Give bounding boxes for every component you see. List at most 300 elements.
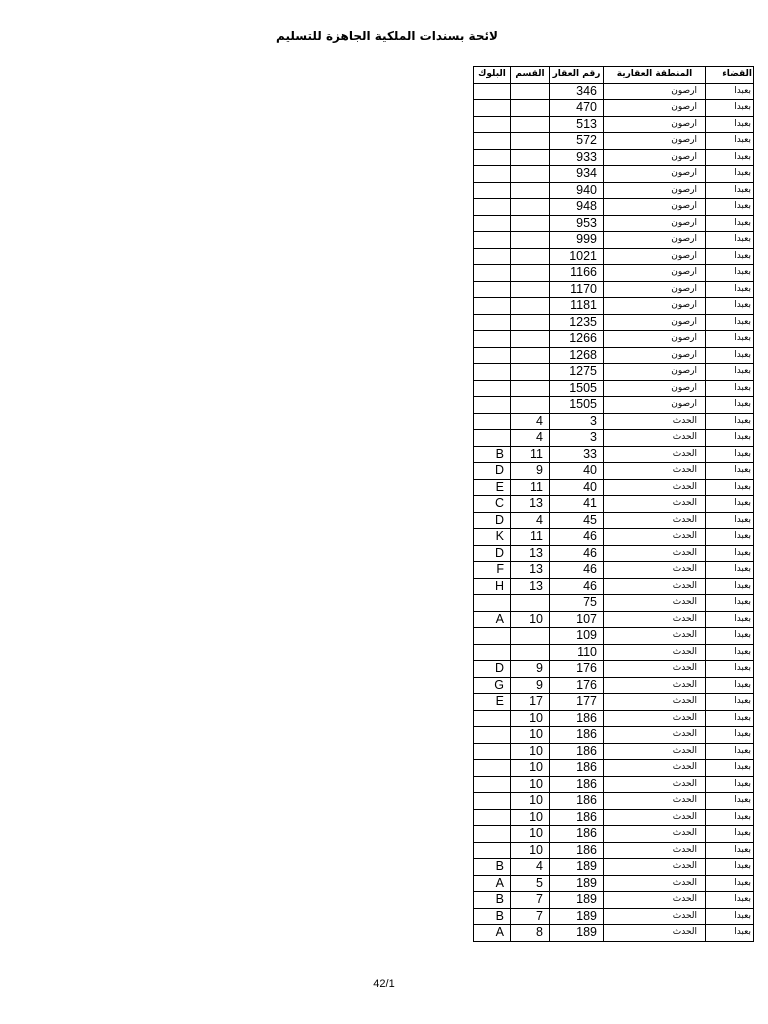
cell-real-estate-region: الحدث bbox=[604, 892, 706, 909]
table-row bbox=[474, 149, 754, 166]
table-row bbox=[474, 611, 754, 628]
cell-property-number: 186 bbox=[550, 760, 604, 777]
cell-block: D bbox=[474, 661, 511, 678]
table-row bbox=[474, 595, 754, 612]
cell-section: 8 bbox=[511, 925, 550, 942]
cell-district: بعبدا bbox=[706, 331, 754, 348]
cell-district: بعبدا bbox=[706, 83, 754, 100]
cell-district: بعبدا bbox=[706, 397, 754, 414]
table-row bbox=[474, 776, 754, 793]
cell-block: G bbox=[474, 677, 511, 694]
cell-real-estate-region: الحدث bbox=[604, 595, 706, 612]
cell-section bbox=[511, 133, 550, 150]
table-row bbox=[474, 331, 754, 348]
cell-section bbox=[511, 100, 550, 117]
cell-block bbox=[474, 83, 511, 100]
cell-property-number: 107 bbox=[550, 611, 604, 628]
cell-district: بعبدا bbox=[706, 347, 754, 364]
table-row bbox=[474, 859, 754, 876]
cell-section: 4 bbox=[511, 859, 550, 876]
cell-district: بعبدا bbox=[706, 578, 754, 595]
cell-section: 11 bbox=[511, 479, 550, 496]
cell-section bbox=[511, 364, 550, 381]
cell-block: C bbox=[474, 496, 511, 513]
cell-section bbox=[511, 331, 550, 348]
cell-real-estate-region: الحدث bbox=[604, 430, 706, 447]
cell-block: B bbox=[474, 908, 511, 925]
cell-real-estate-region: ارصون bbox=[604, 232, 706, 249]
table-row bbox=[474, 265, 754, 282]
cell-property-number: 1021 bbox=[550, 248, 604, 265]
cell-district: بعبدا bbox=[706, 116, 754, 133]
cell-property-number: 46 bbox=[550, 578, 604, 595]
cell-section: 13 bbox=[511, 578, 550, 595]
cell-property-number: 189 bbox=[550, 892, 604, 909]
cell-real-estate-region: ارصون bbox=[604, 281, 706, 298]
cell-real-estate-region: الحدث bbox=[604, 661, 706, 678]
cell-block: A bbox=[474, 611, 511, 628]
cell-district: بعبدا bbox=[706, 149, 754, 166]
cell-district: بعبدا bbox=[706, 512, 754, 529]
cell-real-estate-region: ارصون bbox=[604, 116, 706, 133]
cell-district: بعبدا bbox=[706, 644, 754, 661]
cell-district: بعبدا bbox=[706, 281, 754, 298]
cell-real-estate-region: ارصون bbox=[604, 331, 706, 348]
table-row bbox=[474, 479, 754, 496]
cell-section: 11 bbox=[511, 446, 550, 463]
cell-section bbox=[511, 149, 550, 166]
cell-district: بعبدا bbox=[706, 265, 754, 282]
cell-property-number: 186 bbox=[550, 842, 604, 859]
cell-district: بعبدا bbox=[706, 545, 754, 562]
cell-district: بعبدا bbox=[706, 215, 754, 232]
cell-property-number: 177 bbox=[550, 694, 604, 711]
cell-district: بعبدا bbox=[706, 496, 754, 513]
table-row bbox=[474, 892, 754, 909]
cell-block bbox=[474, 364, 511, 381]
cell-block bbox=[474, 248, 511, 265]
cell-block bbox=[474, 397, 511, 414]
cell-property-number: 176 bbox=[550, 677, 604, 694]
cell-property-number: 40 bbox=[550, 479, 604, 496]
table-row bbox=[474, 760, 754, 777]
cell-real-estate-region: ارصون bbox=[604, 347, 706, 364]
cell-real-estate-region: الحدث bbox=[604, 875, 706, 892]
cell-section bbox=[511, 116, 550, 133]
table-row bbox=[474, 842, 754, 859]
cell-section: 4 bbox=[511, 512, 550, 529]
cell-district: بعبدا bbox=[706, 776, 754, 793]
cell-real-estate-region: ارصون bbox=[604, 83, 706, 100]
cell-section: 10 bbox=[511, 793, 550, 810]
cell-property-number: 470 bbox=[550, 100, 604, 117]
cell-block bbox=[474, 430, 511, 447]
cell-real-estate-region: ارصون bbox=[604, 199, 706, 216]
cell-block bbox=[474, 116, 511, 133]
cell-property-number: 45 bbox=[550, 512, 604, 529]
cell-district: بعبدا bbox=[706, 364, 754, 381]
cell-block bbox=[474, 166, 511, 183]
cell-property-number: 3 bbox=[550, 413, 604, 430]
cell-property-number: 75 bbox=[550, 595, 604, 612]
cell-section bbox=[511, 397, 550, 414]
cell-section bbox=[511, 644, 550, 661]
table-row bbox=[474, 694, 754, 711]
cell-district: بعبدا bbox=[706, 760, 754, 777]
cell-block bbox=[474, 199, 511, 216]
header-district: القضاء bbox=[706, 67, 754, 84]
cell-property-number: 46 bbox=[550, 529, 604, 546]
cell-block bbox=[474, 842, 511, 859]
table-row bbox=[474, 248, 754, 265]
table-row bbox=[474, 182, 754, 199]
cell-real-estate-region: الحدث bbox=[604, 479, 706, 496]
cell-property-number: 33 bbox=[550, 446, 604, 463]
cell-real-estate-region: الحدث bbox=[604, 463, 706, 480]
cell-section: 10 bbox=[511, 710, 550, 727]
cell-property-number: 1505 bbox=[550, 380, 604, 397]
cell-section bbox=[511, 182, 550, 199]
cell-district: بعبدا bbox=[706, 413, 754, 430]
cell-property-number: 940 bbox=[550, 182, 604, 199]
table-row bbox=[474, 281, 754, 298]
cell-block bbox=[474, 100, 511, 117]
cell-block: D bbox=[474, 463, 511, 480]
cell-real-estate-region: الحدث bbox=[604, 925, 706, 942]
cell-real-estate-region: الحدث bbox=[604, 611, 706, 628]
cell-real-estate-region: الحدث bbox=[604, 842, 706, 859]
cell-district: بعبدا bbox=[706, 694, 754, 711]
cell-block bbox=[474, 347, 511, 364]
cell-district: بعبدا bbox=[706, 100, 754, 117]
table-row bbox=[474, 199, 754, 216]
cell-property-number: 1266 bbox=[550, 331, 604, 348]
cell-block bbox=[474, 628, 511, 645]
cell-property-number: 1275 bbox=[550, 364, 604, 381]
cell-section bbox=[511, 628, 550, 645]
cell-district: بعبدا bbox=[706, 628, 754, 645]
cell-section: 17 bbox=[511, 694, 550, 711]
table-row bbox=[474, 562, 754, 579]
cell-district: بعبدا bbox=[706, 908, 754, 925]
cell-block bbox=[474, 710, 511, 727]
cell-property-number: 186 bbox=[550, 826, 604, 843]
cell-section: 5 bbox=[511, 875, 550, 892]
cell-district: بعبدا bbox=[706, 677, 754, 694]
cell-section: 7 bbox=[511, 908, 550, 925]
cell-property-number: 41 bbox=[550, 496, 604, 513]
cell-property-number: 109 bbox=[550, 628, 604, 645]
table-row bbox=[474, 133, 754, 150]
cell-section bbox=[511, 215, 550, 232]
cell-section: 9 bbox=[511, 463, 550, 480]
page-title: لائحة بسندات الملكية الجاهزة للتسليم bbox=[276, 29, 498, 43]
cell-real-estate-region: الحدث bbox=[604, 496, 706, 513]
table-row bbox=[474, 430, 754, 447]
table-header-row bbox=[474, 67, 754, 84]
cell-district: بعبدا bbox=[706, 809, 754, 826]
cell-block: B bbox=[474, 892, 511, 909]
cell-real-estate-region: الحدث bbox=[604, 826, 706, 843]
cell-real-estate-region: الحدث bbox=[604, 578, 706, 595]
cell-real-estate-region: الحدث bbox=[604, 677, 706, 694]
table-row bbox=[474, 496, 754, 513]
cell-district: بعبدا bbox=[706, 925, 754, 942]
cell-district: بعبدا bbox=[706, 793, 754, 810]
table-row bbox=[474, 347, 754, 364]
cell-section: 9 bbox=[511, 661, 550, 678]
cell-property-number: 46 bbox=[550, 562, 604, 579]
cell-property-number: 110 bbox=[550, 644, 604, 661]
cell-real-estate-region: ارصون bbox=[604, 380, 706, 397]
table-row bbox=[474, 743, 754, 760]
cell-district: بعبدا bbox=[706, 199, 754, 216]
cell-section bbox=[511, 265, 550, 282]
cell-block bbox=[474, 149, 511, 166]
cell-section bbox=[511, 314, 550, 331]
cell-section: 10 bbox=[511, 776, 550, 793]
cell-section: 10 bbox=[511, 760, 550, 777]
cell-section bbox=[511, 298, 550, 315]
cell-section bbox=[511, 83, 550, 100]
cell-district: بعبدا bbox=[706, 826, 754, 843]
cell-property-number: 1235 bbox=[550, 314, 604, 331]
cell-block: F bbox=[474, 562, 511, 579]
cell-district: بعبدا bbox=[706, 661, 754, 678]
cell-block bbox=[474, 331, 511, 348]
cell-real-estate-region: الحدث bbox=[604, 413, 706, 430]
cell-section: 7 bbox=[511, 892, 550, 909]
cell-property-number: 1268 bbox=[550, 347, 604, 364]
table-row bbox=[474, 215, 754, 232]
table-row bbox=[474, 298, 754, 315]
cell-district: بعبدا bbox=[706, 595, 754, 612]
cell-district: بعبدا bbox=[706, 314, 754, 331]
cell-real-estate-region: ارصون bbox=[604, 265, 706, 282]
cell-section: 9 bbox=[511, 677, 550, 694]
cell-block bbox=[474, 793, 511, 810]
cell-block bbox=[474, 265, 511, 282]
cell-section: 10 bbox=[511, 826, 550, 843]
cell-district: بعبدا bbox=[706, 875, 754, 892]
table-row bbox=[474, 644, 754, 661]
table-row bbox=[474, 661, 754, 678]
title-deeds-table-container bbox=[473, 66, 753, 942]
cell-real-estate-region: الحدث bbox=[604, 562, 706, 579]
cell-district: بعبدا bbox=[706, 710, 754, 727]
cell-real-estate-region: الحدث bbox=[604, 776, 706, 793]
cell-block: D bbox=[474, 545, 511, 562]
cell-section: 4 bbox=[511, 430, 550, 447]
cell-real-estate-region: ارصون bbox=[604, 166, 706, 183]
table-row bbox=[474, 364, 754, 381]
cell-district: بعبدا bbox=[706, 743, 754, 760]
cell-district: بعبدا bbox=[706, 892, 754, 909]
cell-real-estate-region: الحدث bbox=[604, 760, 706, 777]
cell-district: بعبدا bbox=[706, 298, 754, 315]
cell-property-number: 572 bbox=[550, 133, 604, 150]
cell-district: بعبدا bbox=[706, 232, 754, 249]
table-row bbox=[474, 529, 754, 546]
cell-property-number: 186 bbox=[550, 710, 604, 727]
cell-block bbox=[474, 644, 511, 661]
cell-property-number: 189 bbox=[550, 875, 604, 892]
cell-property-number: 346 bbox=[550, 83, 604, 100]
cell-section: 4 bbox=[511, 413, 550, 430]
cell-real-estate-region: الحدث bbox=[604, 545, 706, 562]
table-row bbox=[474, 463, 754, 480]
cell-section: 10 bbox=[511, 727, 550, 744]
cell-property-number: 933 bbox=[550, 149, 604, 166]
table-row bbox=[474, 166, 754, 183]
table-row bbox=[474, 232, 754, 249]
cell-section bbox=[511, 199, 550, 216]
cell-section bbox=[511, 232, 550, 249]
cell-real-estate-region: الحدث bbox=[604, 628, 706, 645]
cell-real-estate-region: الحدث bbox=[604, 694, 706, 711]
cell-real-estate-region: الحدث bbox=[604, 512, 706, 529]
cell-district: بعبدا bbox=[706, 611, 754, 628]
table-row bbox=[474, 628, 754, 645]
cell-block: E bbox=[474, 479, 511, 496]
cell-district: بعبدا bbox=[706, 842, 754, 859]
cell-property-number: 186 bbox=[550, 793, 604, 810]
cell-block bbox=[474, 133, 511, 150]
cell-section bbox=[511, 166, 550, 183]
cell-block bbox=[474, 826, 511, 843]
cell-property-number: 176 bbox=[550, 661, 604, 678]
cell-district: بعبدا bbox=[706, 727, 754, 744]
cell-block bbox=[474, 298, 511, 315]
header-real-estate-region: المنطقة العقارية bbox=[604, 67, 706, 84]
cell-real-estate-region: ارصون bbox=[604, 364, 706, 381]
cell-real-estate-region: الحدث bbox=[604, 710, 706, 727]
cell-district: بعبدا bbox=[706, 430, 754, 447]
cell-property-number: 46 bbox=[550, 545, 604, 562]
cell-block: A bbox=[474, 925, 511, 942]
cell-section bbox=[511, 595, 550, 612]
cell-district: بعبدا bbox=[706, 479, 754, 496]
table-row bbox=[474, 512, 754, 529]
cell-district: بعبدا bbox=[706, 166, 754, 183]
table-row bbox=[474, 314, 754, 331]
cell-block bbox=[474, 776, 511, 793]
table-row bbox=[474, 545, 754, 562]
cell-real-estate-region: ارصون bbox=[604, 298, 706, 315]
table-row bbox=[474, 446, 754, 463]
cell-real-estate-region: ارصون bbox=[604, 314, 706, 331]
cell-property-number: 186 bbox=[550, 809, 604, 826]
table-row bbox=[474, 677, 754, 694]
page-number: 42/1 bbox=[373, 978, 395, 990]
cell-property-number: 1181 bbox=[550, 298, 604, 315]
cell-block: B bbox=[474, 446, 511, 463]
cell-section bbox=[511, 281, 550, 298]
cell-section: 13 bbox=[511, 545, 550, 562]
cell-real-estate-region: الحدث bbox=[604, 529, 706, 546]
table-row bbox=[474, 908, 754, 925]
cell-block bbox=[474, 743, 511, 760]
cell-real-estate-region: الحدث bbox=[604, 727, 706, 744]
cell-district: بعبدا bbox=[706, 562, 754, 579]
cell-section: 13 bbox=[511, 562, 550, 579]
cell-property-number: 189 bbox=[550, 925, 604, 942]
cell-block bbox=[474, 314, 511, 331]
cell-real-estate-region: ارصون bbox=[604, 100, 706, 117]
cell-block bbox=[474, 232, 511, 249]
cell-real-estate-region: ارصون bbox=[604, 215, 706, 232]
cell-real-estate-region: الحدث bbox=[604, 859, 706, 876]
table-row bbox=[474, 710, 754, 727]
cell-section: 10 bbox=[511, 842, 550, 859]
cell-property-number: 3 bbox=[550, 430, 604, 447]
cell-block: D bbox=[474, 512, 511, 529]
cell-property-number: 934 bbox=[550, 166, 604, 183]
cell-property-number: 40 bbox=[550, 463, 604, 480]
cell-real-estate-region: الحدث bbox=[604, 793, 706, 810]
cell-real-estate-region: ارصون bbox=[604, 248, 706, 265]
cell-block bbox=[474, 182, 511, 199]
cell-section bbox=[511, 380, 550, 397]
cell-block: A bbox=[474, 875, 511, 892]
cell-block: B bbox=[474, 859, 511, 876]
table-row bbox=[474, 809, 754, 826]
cell-property-number: 189 bbox=[550, 908, 604, 925]
cell-district: بعبدا bbox=[706, 463, 754, 480]
table-row bbox=[474, 875, 754, 892]
cell-real-estate-region: الحدث bbox=[604, 446, 706, 463]
table-row bbox=[474, 826, 754, 843]
cell-district: بعبدا bbox=[706, 529, 754, 546]
header-block: البلوك bbox=[474, 67, 511, 84]
cell-block: H bbox=[474, 578, 511, 595]
cell-district: بعبدا bbox=[706, 248, 754, 265]
cell-property-number: 189 bbox=[550, 859, 604, 876]
cell-real-estate-region: الحدث bbox=[604, 743, 706, 760]
cell-block bbox=[474, 281, 511, 298]
cell-district: بعبدا bbox=[706, 182, 754, 199]
cell-property-number: 948 bbox=[550, 199, 604, 216]
cell-real-estate-region: الحدث bbox=[604, 809, 706, 826]
cell-section bbox=[511, 248, 550, 265]
cell-property-number: 1505 bbox=[550, 397, 604, 414]
cell-section: 11 bbox=[511, 529, 550, 546]
table-row bbox=[474, 727, 754, 744]
table-row bbox=[474, 397, 754, 414]
title-deeds-table bbox=[473, 66, 754, 942]
cell-block bbox=[474, 215, 511, 232]
cell-real-estate-region: ارصون bbox=[604, 133, 706, 150]
cell-district: بعبدا bbox=[706, 859, 754, 876]
cell-block bbox=[474, 380, 511, 397]
cell-real-estate-region: ارصون bbox=[604, 397, 706, 414]
cell-property-number: 999 bbox=[550, 232, 604, 249]
table-row bbox=[474, 925, 754, 942]
table-row bbox=[474, 793, 754, 810]
table-row bbox=[474, 380, 754, 397]
table-row bbox=[474, 578, 754, 595]
cell-property-number: 186 bbox=[550, 743, 604, 760]
cell-property-number: 186 bbox=[550, 776, 604, 793]
cell-section: 10 bbox=[511, 743, 550, 760]
cell-block bbox=[474, 413, 511, 430]
cell-block bbox=[474, 809, 511, 826]
table-body bbox=[474, 83, 754, 941]
cell-block: E bbox=[474, 694, 511, 711]
cell-property-number: 953 bbox=[550, 215, 604, 232]
cell-real-estate-region: الحدث bbox=[604, 908, 706, 925]
table-row bbox=[474, 413, 754, 430]
